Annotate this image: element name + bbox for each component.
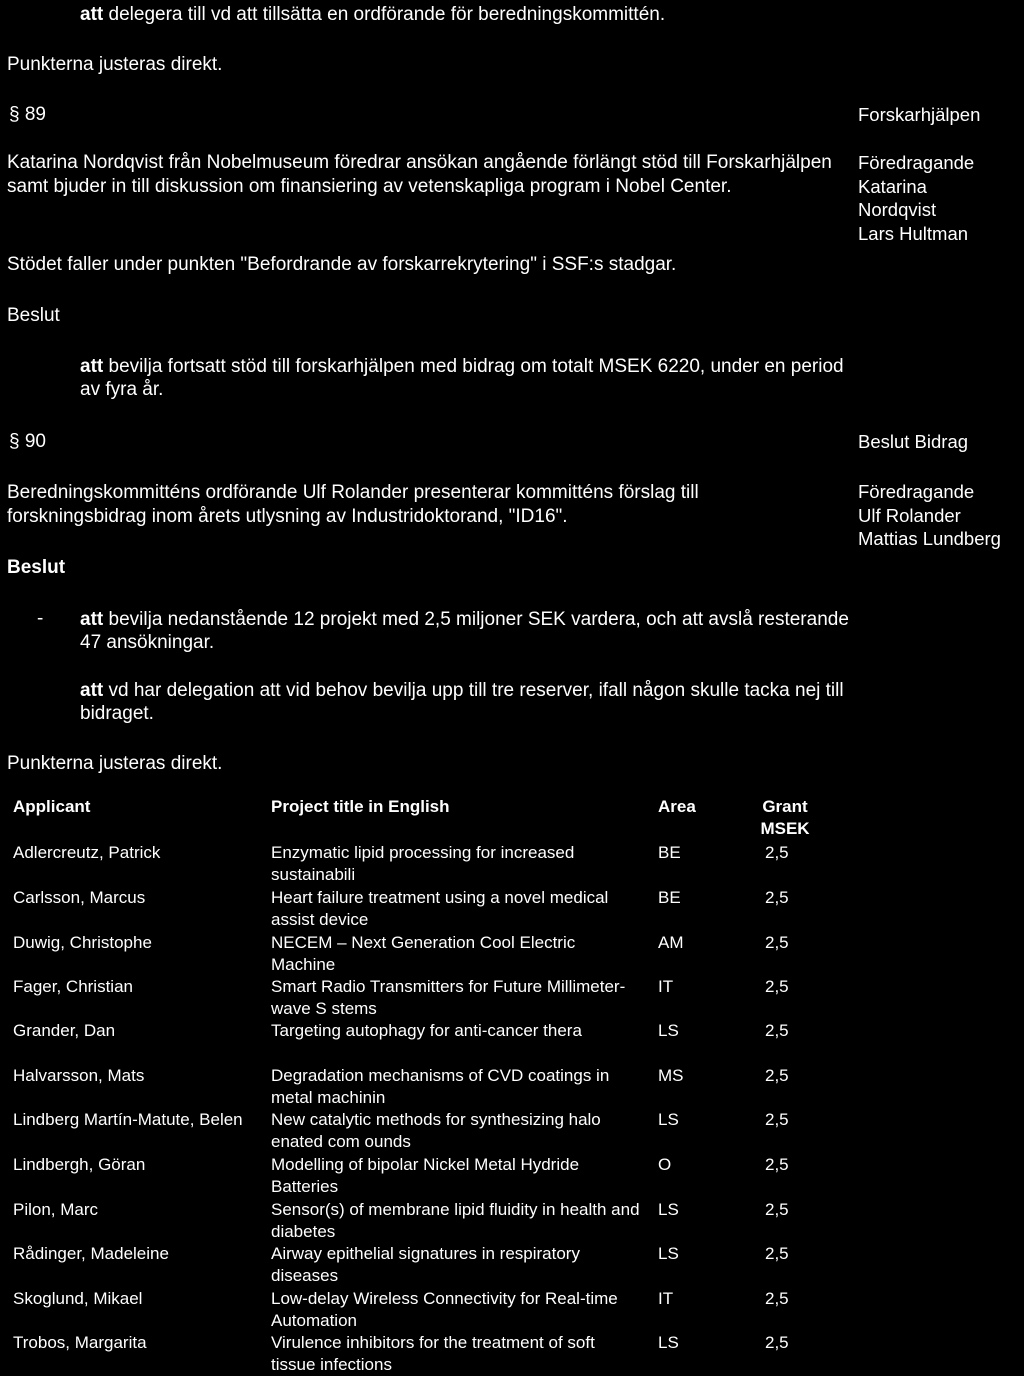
section-89-decision-label: Beslut (7, 305, 60, 326)
cell-area: LS (658, 1021, 679, 1040)
cell-grant: 2,5 (765, 1110, 789, 1129)
att-keyword: att (80, 4, 104, 25)
table-row (0, 1109, 1024, 1154)
adjusted-note: Punkterna justeras direkt. (7, 54, 223, 75)
section-90-decision-label: Beslut (7, 557, 66, 578)
cell-grant: 2,5 (765, 1289, 789, 1308)
cell-project-title: NECEM – Next Generation Cool Electric Machine (271, 933, 576, 974)
cell-project-title: Low-delay Wireless Connectivity for Real-time Automation (271, 1289, 618, 1330)
cell-applicant: Duwig, Christophe (13, 933, 152, 952)
cell-area: BE (658, 843, 681, 862)
section-90-topic: Beslut Bidrag (858, 431, 969, 452)
cell-project-title: Virulence inhibitors for the treatment of soft tissue infections (271, 1333, 595, 1374)
cell-area: IT (658, 1289, 674, 1308)
section-90-presenters: Föredragande Ulf Rolander Mattias Lundberg (858, 481, 1001, 549)
header-applicant: Applicant (13, 797, 91, 816)
cell-project-title: Enzymatic lipid processing for increased sustainabili (271, 843, 575, 884)
cell-grant: 2,5 (765, 1333, 789, 1352)
cell-area: LS (658, 1244, 679, 1263)
section-90-decision-item-1 (80, 608, 850, 654)
cell-grant: 2,5 (765, 1244, 789, 1263)
cell-area: IT (658, 977, 674, 996)
cell-project-title: Airway epithelial signatures in respiratory diseases (271, 1244, 580, 1285)
cell-grant: 2,5 (765, 843, 789, 862)
att-keyword: att (80, 356, 104, 377)
cell-applicant: Skoglund, Mikael (13, 1289, 143, 1308)
cell-applicant: Fager, Christian (13, 977, 133, 996)
table-row (0, 1288, 1024, 1333)
cell-applicant: Lindbergh, Göran (13, 1155, 146, 1174)
delegation-line (80, 3, 665, 27)
cell-applicant: Halvarsson, Mats (13, 1066, 145, 1085)
table-row (0, 1199, 1024, 1244)
cell-applicant: Grander, Dan (13, 1021, 116, 1040)
table-row (0, 976, 1024, 1021)
cell-area: BE (658, 888, 681, 907)
cell-grant: 2,5 (765, 977, 789, 996)
cell-applicant: Pilon, Marc (13, 1200, 99, 1219)
table-row (0, 1154, 1024, 1199)
table-row (0, 842, 1024, 887)
section-89-number: § 89 (9, 104, 46, 125)
decision-item-2-text: vd har delegation att vid behov bevilja upp till tre reserver, ifall någon skulle tacka nej till bidraget. (80, 680, 844, 724)
header-area: Area (658, 797, 696, 816)
cell-applicant: Carlsson, Marcus (13, 888, 146, 907)
cell-grant: 2,5 (765, 888, 789, 907)
att-keyword: att (80, 609, 104, 630)
cell-project-title: Heart failure treatment using a novel medical assist device (271, 888, 609, 929)
cell-applicant: Trobos, Margarita (13, 1333, 147, 1352)
cell-project-title: Targeting autophagy for anti-cancer thera (271, 1021, 582, 1040)
cell-grant: 2,5 (765, 1155, 789, 1174)
cell-area: AM (658, 933, 684, 952)
cell-project-title: Smart Radio Transmitters for Future Millimeter-wave S stems (271, 977, 626, 1018)
delegation-text: delegera till vd att tillsätta en ordförande för beredningskommittén. (108, 4, 666, 25)
cell-project-title: Sensor(s) of membrane lipid fluidity in health and diabetes (271, 1200, 640, 1241)
section-90-decision-item-2 (80, 679, 850, 725)
table-row (0, 1020, 1024, 1065)
section-90-number: § 90 (9, 431, 46, 452)
table-row (0, 887, 1024, 932)
cell-applicant: Rådinger, Madeleine (13, 1244, 169, 1263)
decision-item-1-text: bevilja nedanstående 12 projekt med 2,5 miljoner SEK vardera, och att avslå resterande 47 ansökningar. (80, 609, 849, 653)
table-row (0, 1065, 1024, 1110)
cell-grant: 2,5 (765, 1021, 789, 1040)
cell-grant: 2,5 (765, 1066, 789, 1085)
list-dash: - (37, 608, 44, 629)
cell-applicant: Lindberg Martín-Matute, Belen (13, 1110, 243, 1129)
cell-area: LS (658, 1333, 679, 1352)
cell-area: LS (658, 1200, 679, 1219)
section-90-paragraph: Beredningskommitténs ordförande Ulf Rolander presenterar kommitténs förslag till forskningsbidrag inom årets utlysning av Industridoktorand, "ID16". (7, 482, 699, 527)
header-grant: Grant MSEK (760, 797, 810, 838)
cell-area: MS (658, 1066, 684, 1085)
adjusted-note: Punkterna justeras direkt. (7, 753, 223, 774)
section-89-topic: Forskarhjälpen (858, 104, 981, 125)
section-89-presenters: Föredragande Katarina Nordqvist Lars Hultman (858, 152, 975, 244)
cell-grant: 2,5 (765, 933, 789, 952)
cell-applicant: Adlercreutz, Patrick (13, 843, 161, 862)
cell-project-title: Modelling of bipolar Nickel Metal Hydride Batteries (271, 1155, 580, 1196)
table-row (0, 1332, 1024, 1374)
cell-area: O (658, 1155, 672, 1174)
section-89-basis: Stödet faller under punkten "Befordrande av forskarrekrytering" i SSF:s stadgar. (7, 254, 677, 275)
att-keyword: att (80, 680, 104, 701)
section-89-decision-text: bevilja fortsatt stöd till forskarhjälpen med bidrag om totalt MSEK 6220, under en period av fyra år. (80, 356, 844, 400)
cell-area: LS (658, 1110, 679, 1129)
section-89-paragraph: Katarina Nordqvist från Nobelmuseum föredrar ansökan angående förlängt stöd till Forskarhjälpen samt bjuder in till diskussion om finansiering av vetenskapliga program i Nobel Center. (7, 152, 832, 197)
header-project-title: Project title in English (271, 797, 450, 816)
table-row (0, 932, 1024, 977)
cell-project-title: New catalytic methods for synthesizing halo enated com ounds (271, 1110, 601, 1151)
section-89-decision (80, 355, 850, 401)
table-row (0, 1243, 1024, 1288)
cell-project-title: Degradation mechanisms of CVD coatings in metal machinin (271, 1066, 610, 1107)
cell-grant: 2,5 (765, 1200, 789, 1219)
